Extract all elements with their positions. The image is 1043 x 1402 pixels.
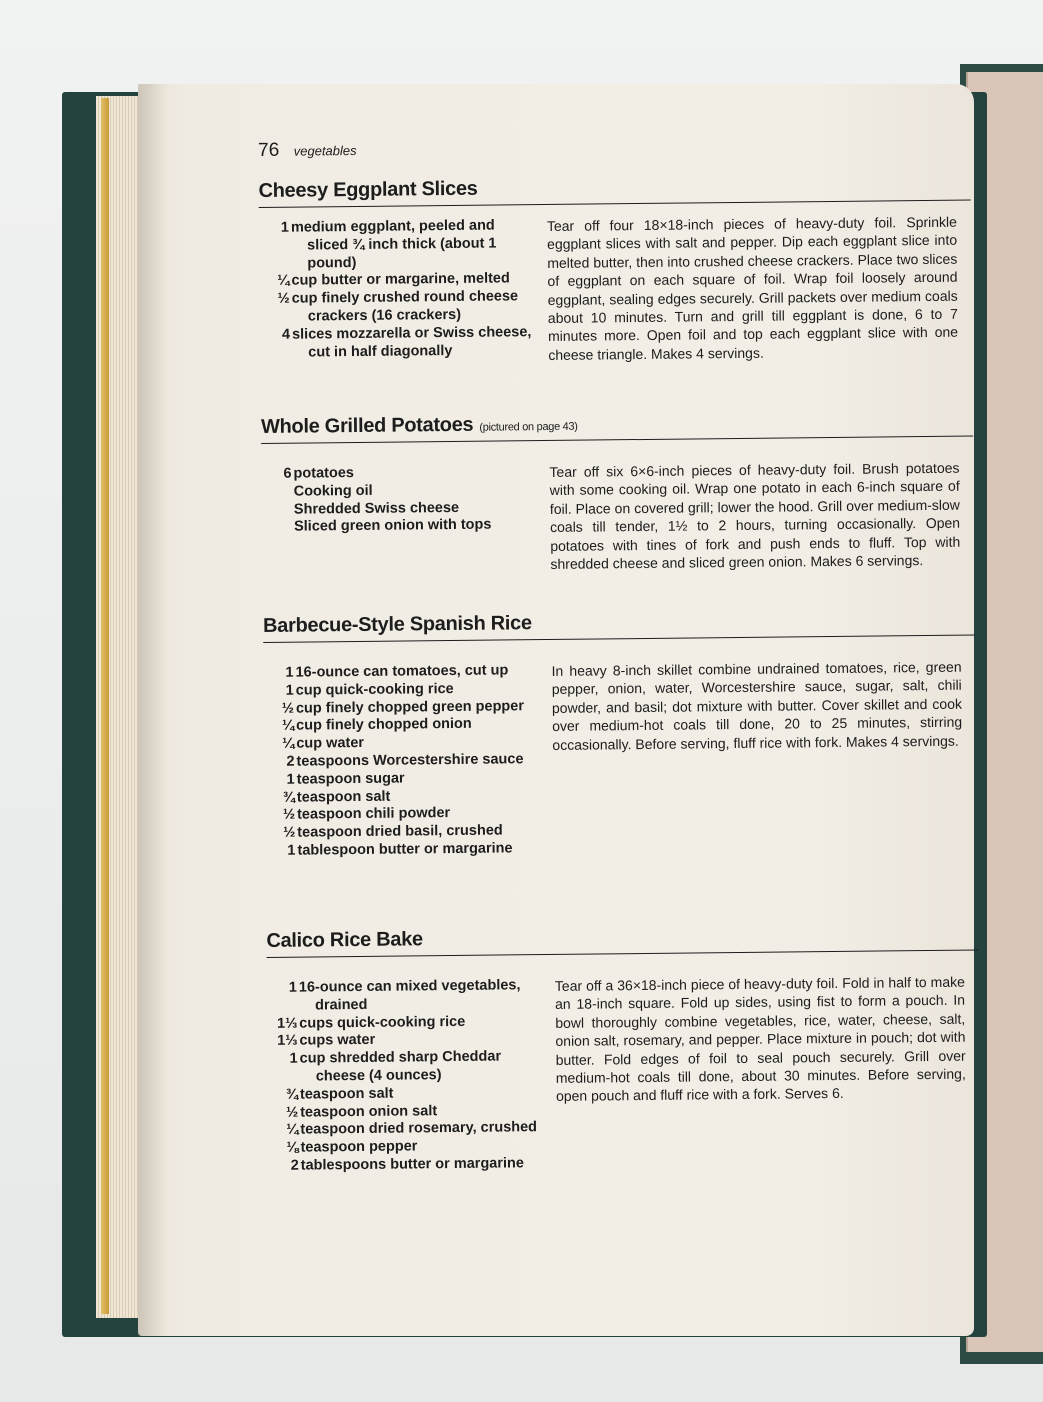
ingredient-text: Shredded Swiss cheese [293, 499, 460, 518]
ingredient-item [268, 1048, 543, 1086]
ingredient-text: Cooking oil [293, 482, 373, 500]
ingredient-text: tablespoon butter or margarine [297, 840, 513, 859]
ingredient-text: teaspoon dried basil, crushed [297, 822, 503, 841]
ingredient-text: teaspoon dried rosemary, crushed [300, 1119, 538, 1138]
section-name: vegetables [293, 142, 357, 159]
page-header [258, 139, 357, 162]
ingredient-qty: 2 [290, 1157, 299, 1174]
ingredient-qty: 2 [286, 753, 295, 770]
ingredient-text: slices mozzarella or Swiss cheese, cut in half diagonally [291, 323, 532, 361]
recipe-title-text: Calico Rice Bake [266, 928, 423, 952]
ingredient-qty: 1⅓ [277, 1033, 298, 1050]
recipe-cheesy-eggplant [258, 173, 970, 363]
ingredient-item [269, 1155, 544, 1176]
ingredient-list [261, 463, 537, 537]
gutter-shadow [138, 84, 168, 1336]
ingredient-qty: 1 [285, 664, 294, 681]
ingredient-qty [262, 501, 294, 519]
recipe-title [263, 608, 975, 638]
ingredient-text: 16-ounce can tomatoes, cut up [295, 662, 509, 681]
ingredient-qty [262, 483, 294, 501]
ingredient-text: teaspoon sugar [296, 770, 405, 788]
ingredient-qty: 1 [286, 771, 295, 788]
ingredient-text: teaspoons Worcestershire sauce [296, 751, 524, 770]
ingredient-list [267, 977, 544, 1176]
ingredient-qty: 1 [289, 1050, 298, 1067]
ingredient-item [260, 324, 535, 362]
ingredient-qty: 1 [280, 219, 290, 236]
ingredient-qty: ½ [286, 1104, 299, 1121]
recipe-note: (pictured on page 43) [479, 420, 578, 434]
ingredient-qty: 1 [287, 842, 296, 859]
ingredient-text: teaspoon salt [296, 788, 391, 806]
ingredient-text: cup water [296, 735, 365, 752]
ingredient-item [262, 516, 537, 537]
ingredient-text: cups water [299, 1032, 376, 1050]
ingredient-text: 16-ounce can mixed vegetables, drained [298, 977, 521, 1014]
recipe-barbecue-spanish-rice [262, 608, 975, 859]
ingredient-qty: ¼ [281, 718, 295, 735]
ingredient-qty: ¾ [282, 789, 295, 806]
ingredient-list [263, 662, 540, 861]
ingredient-qty: 6 [283, 465, 292, 482]
page-content [258, 132, 989, 1229]
ingredient-text: potatoes [293, 465, 354, 482]
ingredient-qty: 1 [285, 682, 294, 699]
ingredient-qty: 4 [281, 326, 291, 343]
ingredient-text: Sliced green onion with tops [293, 516, 492, 536]
recipe-method: Tear off four 18×18-inch pieces of heavy-duty foil. Sprinkle eggplant slices with salt and pepper. Dip each eggplant slice into melted butter, then into crushed cheese crackers. Place two slices of eggplant on each square of foil. Wrap foil loosely around eggplant, sealing edges securely. Grill packets over medium coals about 10 minutes. Turn and grill till eggplant is done, 6 to 7 minutes more. Open foil and top each eggplant slice with one cheese triangle. Makes 4 servings. [546, 213, 959, 363]
recipe-title-text: Whole Grilled Potatoes [260, 413, 474, 438]
recipe-title [266, 923, 978, 953]
ingredient-qty: ½ [277, 290, 290, 307]
recipe-method: Tear off six 6×6-inch pieces of heavy-duty foil. Brush potatoes with some cooking oil. Wrap one potato in each 6-inch square of foil. Place on covered grill; lower the hood. Grill over medium-slow coals till tender, 1½ to 2 hours, turning occasionally. Open potatoes with tines of fork and push ends to fluff. Top with shredded cheese and sliced green onion. Makes 6 servings. [549, 459, 961, 572]
page-number: 76 [258, 139, 280, 161]
ingredient-item [267, 977, 542, 1015]
ingredient-qty: ½ [281, 700, 295, 717]
ingredient-qty: ¼ [286, 1122, 299, 1139]
ingredient-qty [262, 519, 294, 537]
ingredient-text: cup shredded sharp Cheddar cheese (4 ounces) [299, 1048, 502, 1085]
ingredient-item [265, 840, 540, 861]
ingredient-text: cup finely chopped green pepper [295, 697, 525, 717]
ingredient-text: tablespoons butter or margarine [300, 1155, 525, 1174]
ingredient-item [260, 288, 535, 326]
ingredient-text: cup finely chopped onion [296, 716, 472, 735]
ingredient-text: medium eggplant, peeled and sliced ¾ inch thick (about 1 pound) [290, 217, 497, 272]
recipe-calico-rice-bake [266, 923, 978, 1174]
ingredient-text: cup finely crushed round cheese crackers (16 crackers) [291, 288, 519, 325]
ingredient-list [259, 217, 535, 362]
ingredient-qty: 1⅓ [276, 1015, 298, 1032]
ingredient-text: teaspoon onion salt [300, 1102, 438, 1121]
recipe-title [261, 409, 973, 439]
ingredient-text: cup butter or margarine, melted [291, 270, 510, 290]
recipe-title-text: Cheesy Eggplant Slices [258, 177, 478, 202]
recipe-method: In heavy 8-inch skillet combine undrained tomatoes, rice, green pepper, onion, water, Worcestershire sauce, sugar, salt, chili powder, and basil; dot mixture with butter. Cover skillet and cook over medium-hot coals till done, 20 to 25 minutes, stirring occasionally. Before serving, fluff rice with fork. Makes 4 servings. [551, 658, 963, 753]
ingredient-qty: ⅛ [286, 1139, 299, 1156]
recipe-title [258, 173, 970, 203]
ingredient-qty: ¼ [282, 735, 295, 752]
ingredient-qty: ½ [283, 824, 296, 841]
recipe-whole-grilled-potatoes [260, 409, 973, 572]
ingredient-item [259, 217, 535, 273]
recipe-title-text: Barbecue-Style Spanish Rice [262, 612, 532, 637]
gilded-page-edge [101, 98, 109, 1314]
ingredient-text: teaspoon salt [299, 1085, 394, 1103]
ingredient-qty: 1 [288, 979, 297, 996]
ingredient-text: teaspoon chili powder [296, 805, 451, 824]
ingredient-qty: ¼ [277, 273, 290, 290]
ingredient-qty: ½ [282, 807, 296, 824]
ingredient-text: teaspoon pepper [300, 1138, 418, 1156]
ingredient-qty: ¾ [285, 1086, 299, 1103]
recipe-method: Tear off a 36×18-inch piece of heavy-duty foil. Fold in half to make an 18-inch square. Fold up sides, using fist to form a pouch. In bowl thoroughly combine vegetables, rice, water, cheese, salt, onion salt, rosemary, and pepper. Place mixture in pouch; dot with butter. Fold edges of foil to seal pouch securely. Grill over medium-hot coals till done, about 30 minutes. Before serving, open pouch and fluff rice with a fork. Serves 6. [554, 973, 966, 1105]
ingredient-text: cup quick-cooking rice [295, 680, 454, 699]
ingredient-text: cups quick-cooking rice [299, 1013, 466, 1032]
